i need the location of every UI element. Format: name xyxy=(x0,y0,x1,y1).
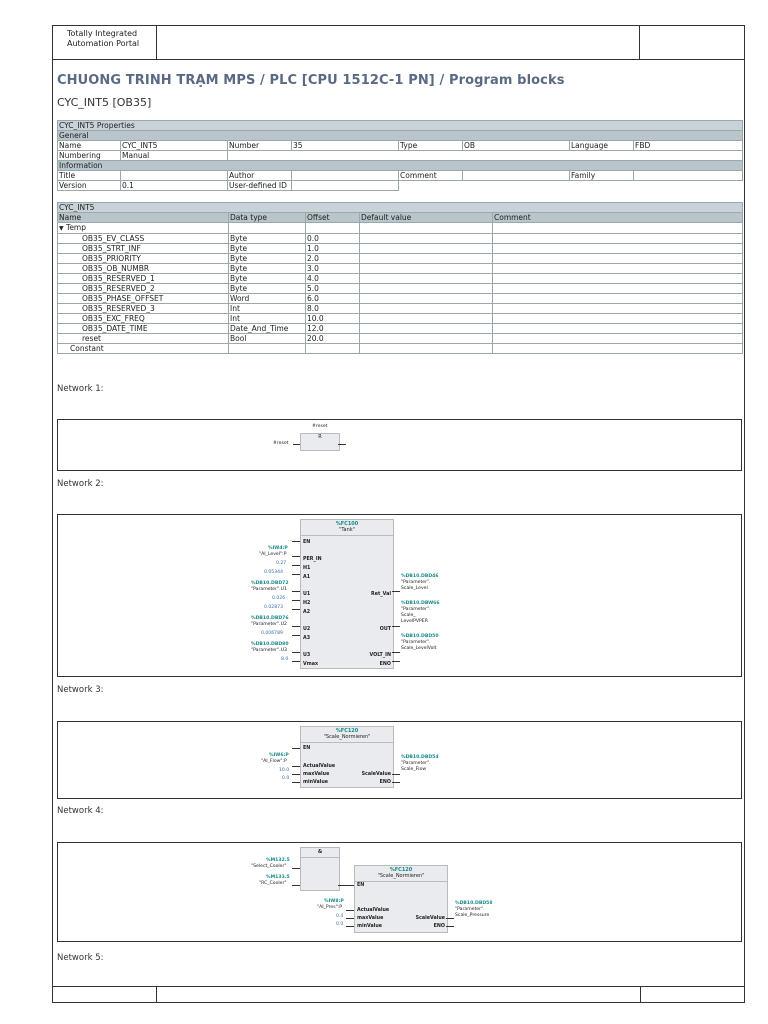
and-block[interactable] xyxy=(300,847,340,891)
row-comment xyxy=(493,254,743,264)
n4-c2-name: "RC_Cooler" xyxy=(259,881,287,886)
row-type: Byte xyxy=(229,274,306,284)
row-comment xyxy=(493,314,743,324)
n2-out-l2: Scale_ xyxy=(401,613,416,618)
row-offset: 6.0 xyxy=(306,294,360,304)
row-offset: 5.0 xyxy=(306,284,360,294)
interface-section: CYC_INT5 xyxy=(58,203,743,213)
row-type: Byte xyxy=(229,234,306,244)
userid-value xyxy=(292,181,399,191)
row-name: OB35_OB_NUMBR xyxy=(58,264,229,274)
pin-per-in: PER_IN xyxy=(303,557,322,562)
n4-c2-addr: %M133.5 xyxy=(266,875,290,880)
network-4-box xyxy=(57,842,742,942)
n4-pin-min: minValue xyxy=(357,924,383,929)
page-header xyxy=(52,25,745,60)
n4-out-l2: Scale_Pressure xyxy=(455,913,490,918)
n2-vmax-value: 8.0 xyxy=(281,657,289,662)
n3-out-addr: %DB10.DBD54 xyxy=(401,755,439,760)
row-default xyxy=(360,254,493,264)
pin-h1: H1 xyxy=(303,566,311,571)
row-comment xyxy=(493,294,743,304)
row-name: OB35_RESERVED_1 xyxy=(58,274,229,284)
reset-coil-label: R xyxy=(318,434,322,440)
n2-volt-l2: Scale_LevelVolt xyxy=(401,646,437,651)
row-default xyxy=(360,274,493,284)
numbering-label: Numbering xyxy=(58,151,121,161)
row-type: Byte xyxy=(229,284,306,294)
n4-pin-en: EN xyxy=(357,883,365,888)
row-default xyxy=(360,244,493,254)
row-comment xyxy=(493,244,743,254)
n4-in-min: 0.0 xyxy=(336,922,344,927)
author-value xyxy=(292,171,399,181)
type-value: OB xyxy=(463,141,570,151)
network-1-label: Network 1: xyxy=(57,384,104,394)
version-empty xyxy=(399,181,743,191)
network-5-label: Network 5: xyxy=(57,953,104,963)
portal-label-line1: Totally Integrated xyxy=(67,29,138,38)
n2-u2-name: "Parameter".U2 xyxy=(251,622,287,627)
network-2-box xyxy=(57,514,742,677)
n4-out-l1: "Parameter". xyxy=(455,907,485,912)
cell xyxy=(306,223,360,234)
pin-en: EN xyxy=(303,540,311,545)
pin-a1: A1 xyxy=(303,575,311,580)
title-label: Title xyxy=(58,171,121,181)
col-comment: Comment xyxy=(493,213,743,223)
n2-en-input: ... xyxy=(288,538,293,543)
row-comment xyxy=(493,274,743,284)
row-default xyxy=(360,234,493,244)
properties-table xyxy=(57,120,743,191)
n3-pin-en: EN xyxy=(303,746,311,751)
numbering-empty xyxy=(228,151,743,161)
n4-pin-actual: ActualValue xyxy=(357,908,390,913)
numbering-value: Manual xyxy=(121,151,228,161)
fc100-name: "Tank" xyxy=(339,527,355,533)
n4-in-addr: %IW8:P xyxy=(324,899,344,904)
n3-pin-max: maxValue xyxy=(303,772,330,777)
page-footer xyxy=(52,986,745,1003)
n2-volt-l1: "Parameter". xyxy=(401,640,431,645)
pin-ret-val: Ret_Val xyxy=(371,592,391,597)
row-name: OB35_PHASE_OFFSET xyxy=(58,294,229,304)
pin-a2: A2 xyxy=(303,610,311,615)
col-default: Default value xyxy=(360,213,493,223)
author-label: Author xyxy=(228,171,292,181)
cell xyxy=(360,223,493,234)
portal-label-line2: Automation Portal xyxy=(67,39,140,48)
n3-in-max: 10.0 xyxy=(279,768,290,773)
collapse-triangle-icon[interactable]: ▼ xyxy=(59,225,64,232)
n2-ret-l2: Scale_Level xyxy=(401,586,428,591)
pin-a3: A3 xyxy=(303,636,311,641)
pin-u3: U3 xyxy=(303,653,311,658)
table-row xyxy=(58,264,743,274)
table-row xyxy=(58,284,743,294)
row-comment xyxy=(493,304,743,314)
n2-h2-value: 0.026 xyxy=(272,596,286,601)
row-offset: 8.0 xyxy=(306,304,360,314)
row-comment xyxy=(493,234,743,244)
version-label: Version xyxy=(58,181,121,191)
row-offset: 4.0 xyxy=(306,274,360,284)
table-row xyxy=(58,234,743,244)
n3-in-min: 0.0 xyxy=(282,776,290,781)
type-label: Type xyxy=(399,141,463,151)
row-default xyxy=(360,324,493,334)
row-comment xyxy=(493,284,743,294)
footer-left-cell xyxy=(52,987,157,1003)
table-row xyxy=(58,304,743,314)
language-value: FBD xyxy=(634,141,743,151)
n3-block-id: %FC120 xyxy=(335,728,359,734)
interface-table xyxy=(57,202,743,354)
n2-out-addr: %DB10.DBW66 xyxy=(401,601,440,606)
n2-volt-addr: %DB10.DBD50 xyxy=(401,634,439,639)
network-3-label: Network 3: xyxy=(57,685,104,695)
n3-pin-min: minValue xyxy=(303,780,329,785)
number-label: Number xyxy=(228,141,292,151)
page-title: CHUONG TRINH TRẠM MPS / PLC [CPU 1512C-1 PN] / Program blocks xyxy=(57,73,565,88)
table-row xyxy=(58,314,743,324)
n3-in-name: "AI_Flow":P xyxy=(261,759,287,764)
and-label: & xyxy=(317,849,323,855)
n2-perin-name: "AI_Level":P xyxy=(259,552,287,557)
pin-u2: U2 xyxy=(303,627,311,632)
n4-block-id: %FC120 xyxy=(389,867,413,873)
title-value xyxy=(121,171,228,181)
fc100-block[interactable] xyxy=(300,519,394,669)
interface-rows xyxy=(58,234,743,344)
n4-in-max: 0.4 xyxy=(336,914,344,919)
pin-h2: H2 xyxy=(303,601,311,606)
network-4-label: Network 4: xyxy=(57,806,104,816)
family-value xyxy=(634,171,743,181)
block-subtitle: CYC_INT5 [OB35] xyxy=(57,96,152,109)
pin-u1: U1 xyxy=(303,592,311,597)
n3-pin-eno: ENO xyxy=(379,780,391,785)
n4-pin-max: maxValue xyxy=(357,916,384,921)
information-section: Information xyxy=(58,161,743,171)
n2-out-l1: "Parameter". xyxy=(401,607,431,612)
table-row xyxy=(58,274,743,284)
row-type: Byte xyxy=(229,254,306,264)
cell xyxy=(229,344,306,354)
row-default xyxy=(360,264,493,274)
table-row xyxy=(58,324,743,334)
row-name: OB35_RESERVED_2 xyxy=(58,284,229,294)
pin-eno: ENO xyxy=(379,662,391,667)
row-default xyxy=(360,314,493,324)
n4-pin-scale: ScaleValue xyxy=(415,916,445,921)
n2-ret-addr: %DB10.DBD46 xyxy=(401,574,439,579)
row-default xyxy=(360,284,493,294)
n4-c1-addr: %M132.5 xyxy=(266,858,290,863)
portal-label xyxy=(53,26,157,59)
properties-section: CYC_INT5 Properties xyxy=(58,121,743,131)
row-type: Int xyxy=(229,314,306,324)
cell xyxy=(360,344,493,354)
row-comment xyxy=(493,324,743,334)
table-row xyxy=(58,254,743,264)
n3-block-name: "Scale_Normieren" xyxy=(323,734,371,740)
n2-perin-addr: %IW4:P xyxy=(268,546,288,551)
row-default xyxy=(360,334,493,344)
table-row xyxy=(58,334,743,344)
row-type: Byte xyxy=(229,244,306,254)
n3-pin-scale: ScaleValue xyxy=(361,772,391,777)
row-name: reset xyxy=(58,334,229,344)
network-2-label: Network 2: xyxy=(57,479,104,489)
row-type: Date_And_Time xyxy=(229,324,306,334)
row-type: Word xyxy=(229,294,306,304)
n4-pin-eno: ENO xyxy=(433,924,445,929)
n2-ret-l1: "Parameter". xyxy=(401,580,431,585)
name-value: CYC_INT5 xyxy=(121,141,228,151)
pin-out: OUT xyxy=(379,627,391,632)
cell xyxy=(229,223,306,234)
row-name: OB35_STRT_INF xyxy=(58,244,229,254)
temp-label: Temp xyxy=(66,223,87,232)
row-type: Byte xyxy=(229,264,306,274)
row-offset: 3.0 xyxy=(306,264,360,274)
header-middle-cell xyxy=(157,26,640,59)
row-name: OB35_EXC_FREQ xyxy=(58,314,229,324)
n3-out-l1: "Parameter". xyxy=(401,761,431,766)
row-name: OB35_EV_CLASS xyxy=(58,234,229,244)
comment-value xyxy=(463,171,570,181)
version-value: 0.1 xyxy=(121,181,228,191)
footer-right-cell xyxy=(641,987,745,1003)
footer-middle-cell xyxy=(157,987,641,1003)
cell xyxy=(493,344,743,354)
row-comment xyxy=(493,264,743,274)
col-offset: Offset xyxy=(306,213,360,223)
n4-out-addr: %DB10.DBD58 xyxy=(455,901,493,906)
row-offset: 1.0 xyxy=(306,244,360,254)
n4-c1-name: "Select_Cooler" xyxy=(251,864,287,869)
row-offset: 12.0 xyxy=(306,324,360,334)
n2-u3-addr: %DB10.DBD80 xyxy=(251,642,289,647)
table-row xyxy=(58,244,743,254)
row-offset: 20.0 xyxy=(306,334,360,344)
n2-a1-value: 0.05344 xyxy=(264,570,283,575)
constant-row: Constant xyxy=(58,344,229,354)
n3-pin-actual: ActualValue xyxy=(303,764,336,769)
row-offset: 2.0 xyxy=(306,254,360,264)
row-comment xyxy=(493,334,743,344)
row-name: OB35_RESERVED_3 xyxy=(58,304,229,314)
fc120-block-n4[interactable] xyxy=(354,865,448,933)
cell xyxy=(306,344,360,354)
n2-a3-value: 0.006789 xyxy=(261,631,283,636)
userid-label: User-defined ID xyxy=(228,181,292,191)
reset-coil-block[interactable] xyxy=(300,433,340,451)
n2-u3-name: "Parameter".U3 xyxy=(251,648,287,653)
network-3-box xyxy=(57,721,742,799)
pin-vmax: Vmax xyxy=(303,662,319,667)
n2-u1-addr: %DB10.DBD72 xyxy=(251,581,289,586)
header-right-cell xyxy=(640,26,744,59)
number-value: 35 xyxy=(292,141,399,151)
row-type: Int xyxy=(229,304,306,314)
comment-label: Comment xyxy=(399,171,463,181)
temp-row[interactable] xyxy=(58,223,229,234)
family-label: Family xyxy=(570,171,634,181)
fc100-id: %FC100 xyxy=(335,521,359,527)
n3-in-addr: %IW6:P xyxy=(269,753,289,758)
general-section: General xyxy=(58,131,743,141)
n2-a2-value: 0.02873 xyxy=(264,605,283,610)
row-type: Bool xyxy=(229,334,306,344)
n3-out-l2: Scale_Flow xyxy=(401,767,427,772)
col-datatype: Data type xyxy=(229,213,306,223)
row-default xyxy=(360,304,493,314)
n4-in-name: "AI_Pres":P xyxy=(317,905,343,910)
col-name: Name xyxy=(58,213,229,223)
language-label: Language xyxy=(570,141,634,151)
n4-block-name: "Scale_Normieren" xyxy=(377,873,425,879)
row-offset: 0.0 xyxy=(306,234,360,244)
n2-u2-addr: %DB10.DBD76 xyxy=(251,616,289,621)
n1-input-tag: #reset xyxy=(273,441,289,446)
row-name: OB35_PRIORITY xyxy=(58,254,229,264)
network-1-box xyxy=(57,419,742,471)
row-name: OB35_DATE_TIME xyxy=(58,324,229,334)
name-label: Name xyxy=(58,141,121,151)
n2-h1-value: 0.27 xyxy=(276,561,287,566)
pin-volt-in: VOLT_IN xyxy=(369,653,391,658)
n1-top-tag: #reset xyxy=(312,424,328,429)
n2-out-l3: LevelPVPER xyxy=(401,619,428,624)
cell xyxy=(493,223,743,234)
row-default xyxy=(360,294,493,304)
row-offset: 10.0 xyxy=(306,314,360,324)
table-row xyxy=(58,294,743,304)
fc120-block-n3[interactable] xyxy=(300,726,394,788)
n2-u1-name: "Parameter".U1 xyxy=(251,587,287,592)
